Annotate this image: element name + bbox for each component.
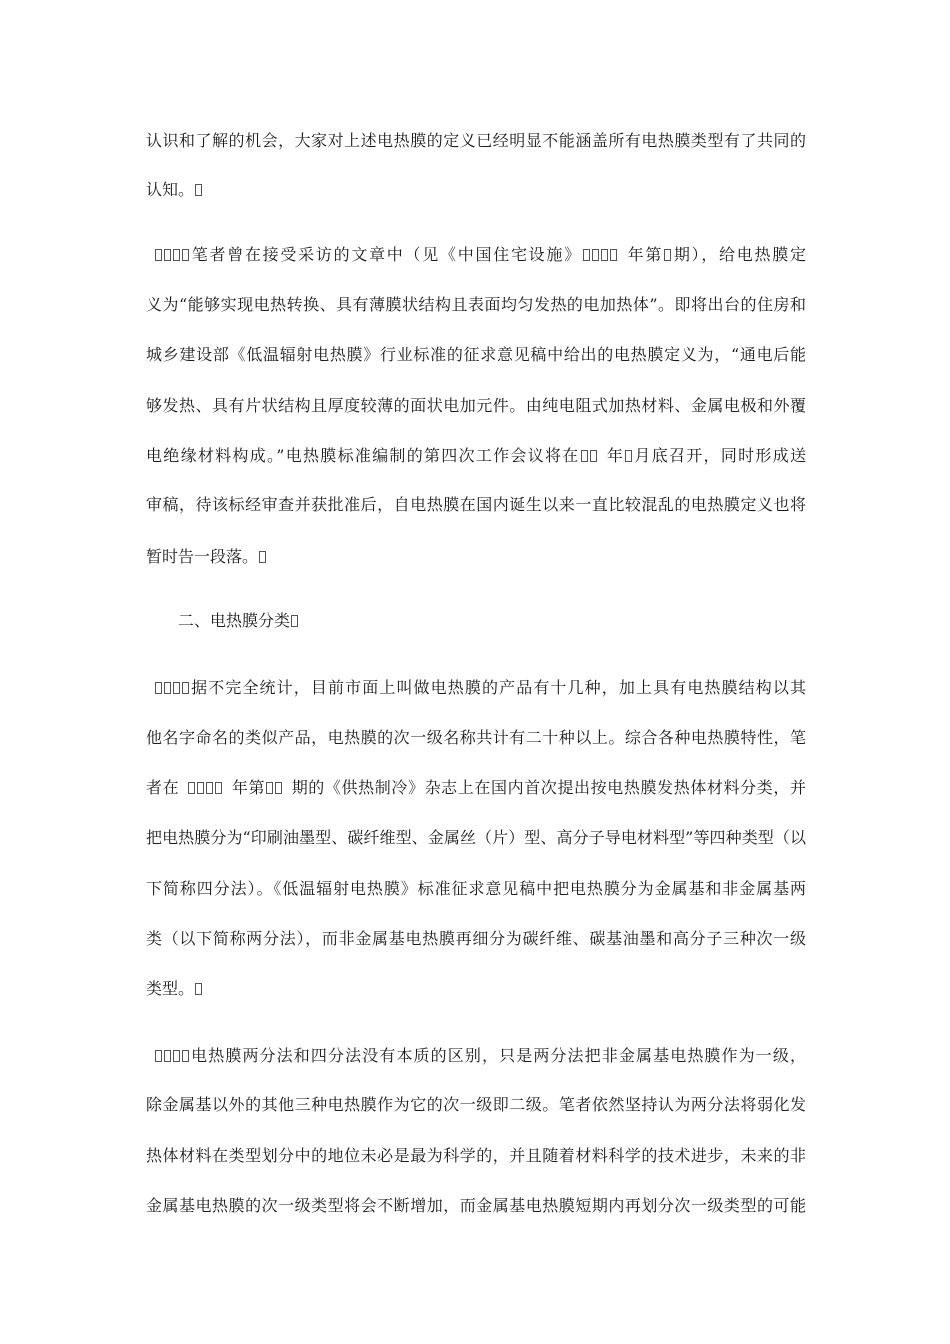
paragraph-2-line-4 (146, 396, 806, 416)
text-run: 期的《供热制冷》杂志上在国内首次提出按电热膜发热体材料分类，并 (291, 778, 806, 797)
text-run: 电绝缘材料构成。”电热膜标准编制的第四次工作会议将在 (146, 446, 580, 465)
missing-glyph-box (155, 1050, 162, 1062)
paragraph-3-line-1 (146, 678, 806, 698)
missing-glyph-box (173, 249, 180, 261)
paragraph-1-line-2 (146, 180, 806, 200)
missing-glyph-box (664, 249, 671, 261)
text-run: 据不完全统计，目前市面上叫做电热膜的产品有十几种，加上具有电热膜结构以其 (190, 678, 806, 697)
missing-glyph-box (275, 782, 282, 794)
paragraph-2-line-1 (146, 245, 806, 265)
paragraph-3-line-2 (146, 728, 806, 748)
missing-glyph-box (164, 682, 171, 694)
text-run: 认知。 (146, 180, 195, 199)
text-run: 笔者曾在接受采访的文章中（见《中国住宅设施》 (190, 245, 582, 264)
missing-glyph-box (173, 682, 180, 694)
missing-glyph-box (206, 782, 213, 794)
text-run: 金属基电热膜的次一级类型将会不断增加，而金属基电热膜短期内再划分次一级类型的可能 (146, 1196, 806, 1215)
paragraph-3-line-4 (146, 828, 806, 848)
text-run: 下简称四分法）。《低温辐射电热膜》标准征求意见稿中把电热膜分为金属基和非金属基两 (146, 879, 806, 898)
paragraph-3-line-3 (146, 778, 806, 798)
paragraph-4-line-1 (146, 1046, 806, 1066)
text-run: 热体材料在类型划分中的地位未必是最为科学的，并且随着材料科学的技术进步，未来的非 (146, 1146, 806, 1165)
missing-glyph-box (259, 551, 266, 563)
paragraph-4-line-4 (146, 1196, 806, 1216)
text-run: 电热膜两分法和四分法没有本质的区别，只是两分法把非金属基电热膜作为一级， (190, 1046, 806, 1065)
text-run: 义为“能够实现电热转换、具有薄膜状结构且表面均匀发热的电加热体”。即将出台的住房和 (146, 295, 806, 314)
paragraph-4-line-3 (146, 1146, 806, 1166)
text-run: 类型。 (146, 979, 195, 998)
missing-glyph-box (164, 1050, 171, 1062)
missing-glyph-box (583, 249, 590, 261)
text-run: 者在 (146, 778, 180, 797)
missing-glyph-box (592, 249, 599, 261)
paragraph-1-line-1 (146, 131, 806, 151)
missing-glyph-box (195, 983, 202, 995)
text-run: 类（以下简称两分法），而非金属基电热膜再细分为碳纤维、碳基油墨和高分子三种次一级 (146, 929, 806, 948)
missing-glyph-box (155, 682, 162, 694)
missing-glyph-box (173, 1050, 180, 1062)
missing-glyph-box (610, 249, 617, 261)
text-run: 月底召开，同时形成送 (633, 446, 806, 465)
text-run: 他名字命名的类似产品，电热膜的次一级名称共计有二十种以上。综合各种电热膜特性，笔 (146, 728, 806, 747)
missing-glyph-box (182, 249, 189, 261)
missing-glyph-box (164, 249, 171, 261)
paragraph-3-line-6 (146, 929, 806, 949)
missing-glyph-box (182, 1050, 189, 1062)
paragraph-2-line-7 (146, 547, 806, 567)
text-run: 年第 (231, 778, 266, 797)
missing-glyph-box (155, 249, 162, 261)
text-run: 审稿，待该标经审查并获批准后，自电热膜在国内诞生以来一直比较混乱的电热膜定义也将 (146, 495, 806, 514)
missing-glyph-box (188, 782, 195, 794)
missing-glyph-box (215, 782, 222, 794)
paragraph-3-line-7 (146, 979, 806, 999)
text-run: 认识和了解的机会，大家对上述电热膜的定义已经明显不能涵盖所有电热膜类型有了共同的 (146, 131, 806, 150)
text-run: 年第 (625, 245, 664, 264)
missing-glyph-box (197, 782, 204, 794)
text-run: 暂时告一段落。 (146, 547, 259, 566)
paragraph-2-line-3 (146, 345, 806, 365)
paragraph-2-line-2 (146, 295, 806, 315)
missing-glyph-box (590, 450, 597, 462)
text-run: 把电热膜分为“印刷油墨型、碳纤维型、金属丝（片）型、高分子导电材料型”等四种类型（以 (146, 828, 806, 847)
missing-glyph-box (625, 450, 632, 462)
paragraph-3-line-5 (146, 879, 806, 899)
paragraph-2-line-6 (146, 495, 806, 515)
text-run: 年 (605, 446, 625, 465)
paragraph-4-line-2 (146, 1095, 806, 1115)
missing-glyph-box (182, 682, 189, 694)
paragraph-2-line-5 (146, 446, 806, 466)
missing-glyph-box (195, 184, 202, 196)
missing-glyph-box (581, 450, 588, 462)
missing-glyph-box (601, 249, 608, 261)
text-run: 城乡建设部《低温辐射电热膜》行业标准的征求意见稿中给出的电热膜定义为，“通电后能 (146, 345, 806, 364)
text-run: 够发热、具有片状结构且厚度较薄的面状电加元件。由纯电阻式加热材料、金属电极和外覆 (146, 396, 806, 415)
missing-glyph-box (291, 615, 298, 627)
text-run: 除金属基以外的其他三种电热膜作为它的次一级即二级。笔者依然坚持认为两分法将弱化发 (146, 1095, 806, 1114)
text-run: 二、电热膜分类 (178, 611, 291, 630)
missing-glyph-box (266, 782, 273, 794)
text-run: 期），给电热膜定 (672, 245, 806, 264)
section-heading (178, 611, 838, 631)
